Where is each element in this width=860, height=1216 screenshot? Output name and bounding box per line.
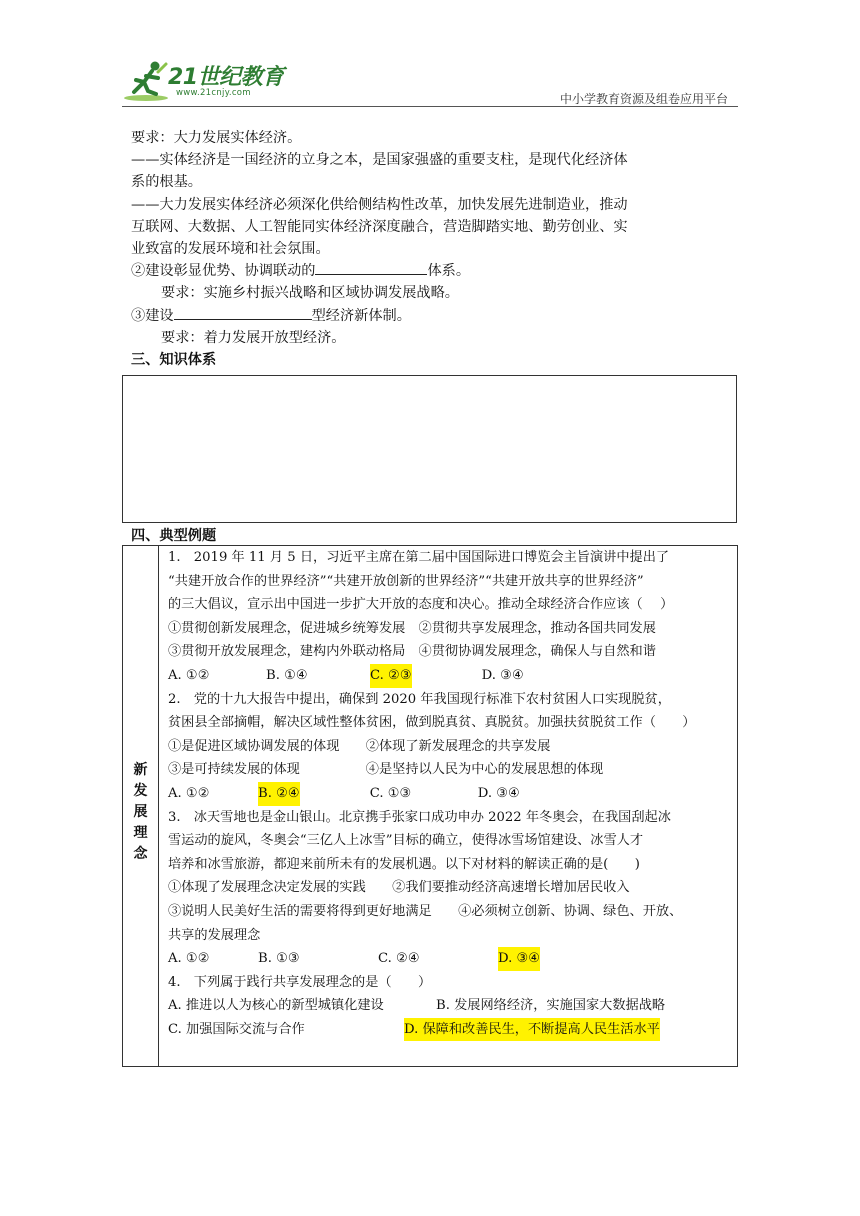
text: ③建设 <box>131 307 174 324</box>
answer-options <box>168 1018 734 1042</box>
knowledge-box <box>122 375 737 523</box>
option[interactable]: D. ③④ <box>477 785 520 801</box>
question-line: ①是促进区域协调发展的体现 ②体现了新发展理念的共享发展 <box>168 738 551 754</box>
text: ②建设彰显优势、协调联动的 <box>131 263 316 280</box>
answer-options <box>168 947 734 971</box>
option-correct[interactable]: B. ②④ <box>258 782 300 806</box>
answer-options <box>168 782 734 806</box>
questions <box>168 546 734 1041</box>
option-correct[interactable]: D. 保障和改善民生，不断提高人民生活水平 <box>404 1018 660 1042</box>
option[interactable]: A. ①② <box>168 951 210 967</box>
question-line: “共建开放合作的世界经济”“共建开放创新的世界经济”“共建开放共享的世界经济” <box>168 573 644 589</box>
fill-blank[interactable] <box>315 260 427 275</box>
text: 体系。 <box>427 263 471 280</box>
section-heading: 三、知识体系 <box>131 352 217 369</box>
question-line: 2. 党的十九大报告中提出，确保到 2020 年我国现行标准下农村贫困人口实现脱贫， <box>168 691 671 707</box>
question-line: 3. 冰天雪地也是金山银山。北京携手张家口成功申办 2022 年冬奥会，在我国刮起冰 <box>168 809 671 825</box>
option[interactable]: B. ①③ <box>258 951 300 967</box>
text: 型经济新体制。 <box>311 307 411 324</box>
option-correct[interactable]: C. ②③ <box>370 664 412 688</box>
logo-url: www.21cnjy.com <box>176 88 251 98</box>
paragraph <box>131 305 735 327</box>
side-label-char: 理 <box>133 825 148 841</box>
option[interactable]: B. 发展网络经济，实施国家大数据战略 <box>436 998 666 1014</box>
answer-options <box>168 664 734 688</box>
option[interactable]: B. ①④ <box>266 667 308 683</box>
question-line: 的三大倡议，宣示出中国进一步扩大开放的态度和决心。推动全球经济合作应该（ ） <box>168 597 674 613</box>
header-divider <box>122 106 738 107</box>
answer-options <box>168 994 734 1018</box>
question-line: ③贯彻开放发展理念，建构内外联动格局 ④贯彻协调发展理念，确保人与自然和谐 <box>168 644 656 660</box>
paragraph: 要求：着力发展开放型经济。 <box>161 329 346 346</box>
fill-blank[interactable] <box>174 305 312 320</box>
paragraph: ——大力发展实体经济必须深化供给侧结构性改革，加快发展先进制造业，推动 <box>131 196 628 213</box>
side-label-char: 发 <box>133 783 148 799</box>
option[interactable]: D. ③④ <box>481 667 524 683</box>
platform-title: 中小学教育资源及组卷应用平台 <box>559 92 728 106</box>
running-man-icon <box>122 58 170 104</box>
paragraph <box>131 260 735 282</box>
question-line: 雪运动的旋风，冬奥会“三亿人上冰雪”目标的确立，使得冰雪场馆建设、冰雪人才 <box>168 833 644 849</box>
logo-text: 21世纪教育 <box>168 65 284 90</box>
paragraph: 要求：大力发展实体经济。 <box>131 130 302 146</box>
question-line: 共享的发展理念 <box>168 927 261 943</box>
question-line: 4. 下列属于践行共享发展理念的是（ ） <box>168 974 432 990</box>
side-label-char: 念 <box>133 846 148 862</box>
paragraph: 系的根基。 <box>131 174 202 191</box>
question-line: 培养和冰雪旅游，都迎来前所未有的发展机遇。以下对材料的解读正确的是( ) <box>168 856 640 872</box>
option[interactable]: A. ①② <box>168 785 210 801</box>
paragraph: ——实体经济是一国经济的立身之本，是国家强盛的重要支柱，是现代化经济体 <box>131 152 628 169</box>
question-line: ③说明人民美好生活的需要将得到更好地满足 ④必须树立创新、协调、绿色、开放、 <box>168 903 683 919</box>
paragraph: 互联网、大数据、人工智能同实体经济深度融合，营造脚踏实地、勤劳创业、实 <box>131 218 628 235</box>
option[interactable]: C. ①③ <box>369 785 412 801</box>
option[interactable]: A. 推进以人为核心的新型城镇化建设 <box>168 998 384 1014</box>
option[interactable]: C. ②④ <box>378 951 420 967</box>
side-label <box>123 760 158 865</box>
question-line: ③是可持续发展的体现 ④是坚持以人民为中心的发展思想的体现 <box>168 762 604 778</box>
option[interactable]: C. 加强国际交流与合作 <box>168 1021 305 1037</box>
body-text <box>131 127 735 371</box>
section-heading: 四、典型例题 <box>131 528 217 544</box>
side-label-char: 新 <box>133 762 148 778</box>
question-line: ①贯彻创新发展理念，促进城乡统筹发展 ②贯彻共享发展理念，推动各国共同发展 <box>168 620 656 636</box>
option-correct[interactable]: D. ③④ <box>498 947 540 971</box>
table-column-divider <box>158 545 159 1067</box>
option[interactable]: A. ①② <box>168 667 210 683</box>
question-line: 贫困县全部摘帽，解决区域性整体贫困，做到脱真贫、真脱贫。加强扶贫脱贫工作（ ） <box>168 715 696 731</box>
question-line: 1. 2019 年 11 月 5 日，习近平主席在第二届中国国际进口博览会主旨演讲中提出了 <box>168 550 670 565</box>
paragraph: 业致富的发展环境和社会氛围。 <box>131 241 330 258</box>
side-label-char: 展 <box>133 804 148 820</box>
paragraph: 要求：实施乡村振兴战略和区域协调发展战略。 <box>161 285 459 302</box>
question-line: ①体现了发展理念决定发展的实践 ②我们要推动经济高速增长增加居民收入 <box>168 880 630 896</box>
